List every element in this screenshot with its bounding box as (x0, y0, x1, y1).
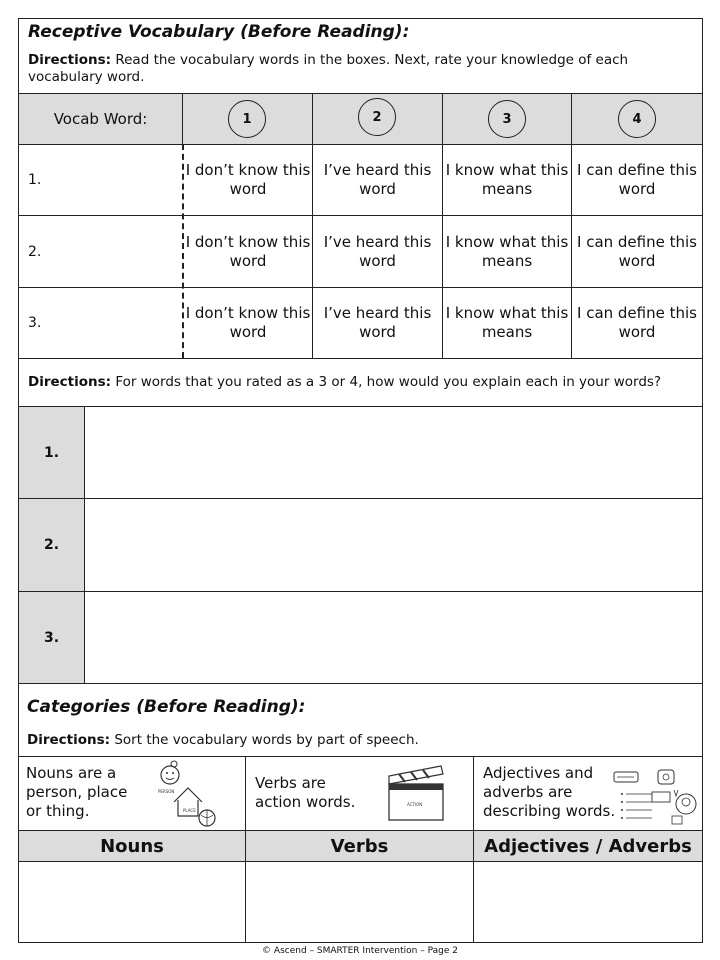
place-label: PLACE (183, 808, 196, 813)
nouns-description: Nouns are a person, place or thing. (26, 764, 128, 820)
rating-cell[interactable]: I can define this word (577, 304, 697, 341)
rating-cell[interactable]: I can define this word (577, 161, 697, 198)
row-number: 1. (28, 172, 42, 188)
row-number: 3. (28, 315, 42, 331)
adjectives-description: Adjectives and adverbs are describing words. (483, 764, 616, 820)
directions-label: Directions: (27, 732, 111, 748)
explain-answer-box[interactable] (86, 499, 702, 591)
adjectives-answer-cell[interactable] (474, 862, 702, 942)
section-title-receptive: Receptive Vocabulary (Before Reading): (28, 22, 410, 42)
rating-cell[interactable]: I’ve heard this word (323, 161, 432, 198)
nouns-answer-cell[interactable] (19, 862, 245, 942)
rating-cell[interactable]: I’ve heard this word (323, 232, 432, 270)
explain-answer-box[interactable] (86, 592, 702, 683)
action-label: ACTION (407, 802, 423, 807)
rating-cell[interactable]: I’ve heard this word (323, 304, 432, 341)
section-title-categories: Categories (Before Reading): (27, 697, 306, 717)
directions-label: Directions: (28, 52, 112, 68)
describing-words-icon (612, 766, 700, 826)
level-2-circle: 2 (358, 98, 396, 136)
verbs-answer-cell[interactable] (246, 862, 473, 942)
directions-sort (27, 732, 687, 749)
rating-cell[interactable]: I know what this means (445, 304, 569, 341)
rating-cell[interactable]: I know what this means (445, 161, 569, 198)
row-number: 2. (28, 243, 42, 260)
directions-text: For words that you rated as a 3 or 4, how would you explain each in your words? (111, 374, 662, 390)
directions-label: Directions: (28, 374, 112, 390)
directions-text: Read the vocabulary words in the boxes. Next, rate your knowledge of each vocabulary word. (28, 52, 629, 85)
nouns-column-header: Nouns (100, 835, 164, 857)
clapperboard-icon (385, 762, 447, 824)
directions-rate (28, 52, 688, 86)
directions-explain (28, 374, 698, 391)
explain-answer-box[interactable] (86, 407, 702, 498)
person-label: PERSON (158, 789, 175, 794)
level-3-circle: 3 (488, 100, 526, 138)
rating-cell[interactable]: I don’t know this word (185, 161, 311, 198)
page-footer: © Ascend – SMARTER Intervention – Page 2 (262, 946, 458, 956)
vocab-word-header: Vocab Word: (53, 110, 148, 128)
rating-cell[interactable]: I can define this word (577, 232, 697, 270)
directions-text: Sort the vocabulary words by part of speech. (110, 732, 419, 748)
explain-row-number: 3. (43, 629, 60, 646)
level-1-circle: 1 (228, 100, 266, 138)
explain-row-number: 2. (43, 537, 60, 553)
rating-cell[interactable]: I know what this means (445, 232, 569, 270)
person-place-thing-icon (152, 760, 222, 828)
adjectives-column-header: Adjectives / Adverbs (484, 835, 692, 857)
verbs-column-header: Verbs (330, 835, 389, 857)
rating-cell[interactable]: I don’t know this word (185, 304, 311, 341)
verbs-description: Verbs are action words. (255, 774, 356, 811)
explain-row-number: 1. (43, 444, 60, 461)
rating-cell[interactable]: I don’t know this word (185, 232, 311, 270)
level-4-circle: 4 (618, 100, 656, 138)
